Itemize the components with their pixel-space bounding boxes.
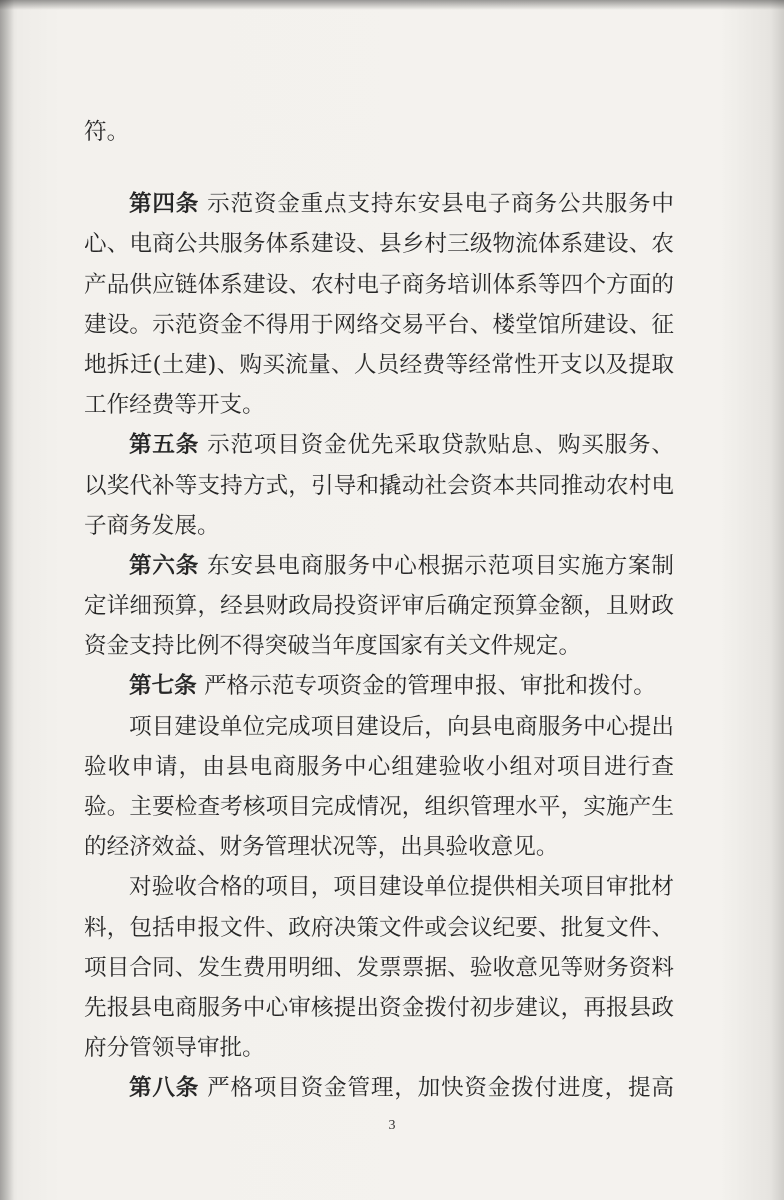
- text-line: 项目建设单位完成项目建设后，向县电商服务中心提出: [129, 713, 674, 740]
- text-line: 先报县电商服务中心审核提出资金拨付初步建议，再报县政: [84, 994, 674, 1021]
- page-number: 3: [388, 1118, 396, 1133]
- text-line: 第六条 东安县电商服务中心根据示范项目实施方案制: [129, 552, 674, 579]
- text-line: 料，包括申报文件、政府决策文件或会议纪要、批复文件、: [84, 914, 674, 941]
- text-line: 项目合同、发生费用明细、发票票据、验收意见等财务资料: [84, 954, 674, 981]
- article-heading: 第四条: [129, 191, 200, 218]
- text-line: 定详细预算，经县财政局投资评审后确定预算金额，且财政: [84, 593, 674, 620]
- text-line: 资金支持比例不得突破当年度国家有关文件规定。: [84, 633, 582, 660]
- text-line: 以奖代补等支持方式，引导和撬动社会资本共同推动农村电: [84, 472, 674, 499]
- text-line: 工作经费等开支。: [84, 392, 265, 419]
- text-line: 验收申请，由县电商服务中心组建验收小组对项目进行查: [84, 753, 674, 780]
- text-line: 第四条 示范资金重点支持东安县电子商务公共服务中: [129, 191, 674, 218]
- text-line: 验。主要检查考核项目完成情况，组织管理水平，实施产生: [84, 794, 674, 820]
- article-heading: 第八条: [129, 1075, 200, 1102]
- text-line: 子商务发展。: [84, 512, 220, 539]
- text-line: 建设。示范资金不得用于网络交易平台、楼堂馆所建设、征: [84, 311, 674, 338]
- text-line: 心、电商公共服务体系建设、县乡村三级物流体系建设、农: [84, 231, 674, 258]
- text-line: 的经济效益、财务管理状况等，出具验收意见。: [84, 834, 559, 861]
- text-line: 第五条 示范项目资金优先采取贷款贴息、购买服务、: [129, 432, 674, 459]
- article-heading: 第五条: [129, 432, 200, 459]
- document-body: [84, 112, 674, 1109]
- text-line: 第八条 严格项目资金管理，加快资金拨付进度，提高: [129, 1075, 674, 1102]
- text-line: 第七条 严格示范专项资金的管理申报、审批和拨付。: [129, 673, 656, 700]
- text-line: 产品供应链体系建设、农村电子商务培训体系等四个方面的: [84, 271, 674, 298]
- text-line: 府分管领导审批。: [84, 1035, 265, 1062]
- text-line: 对验收合格的项目，项目建设单位提供相关项目审批材: [129, 874, 674, 901]
- scan-edge-shadow-top: [0, 0, 784, 10]
- text-line: 地拆迁(土建)、购买流量、人员经费等经常性开支以及提取: [84, 351, 674, 378]
- article-heading: 第六条: [129, 552, 200, 579]
- text-line: 符。: [84, 119, 130, 145]
- scan-edge-shadow-left: [0, 0, 14, 1200]
- article-heading: 第七条: [129, 673, 197, 700]
